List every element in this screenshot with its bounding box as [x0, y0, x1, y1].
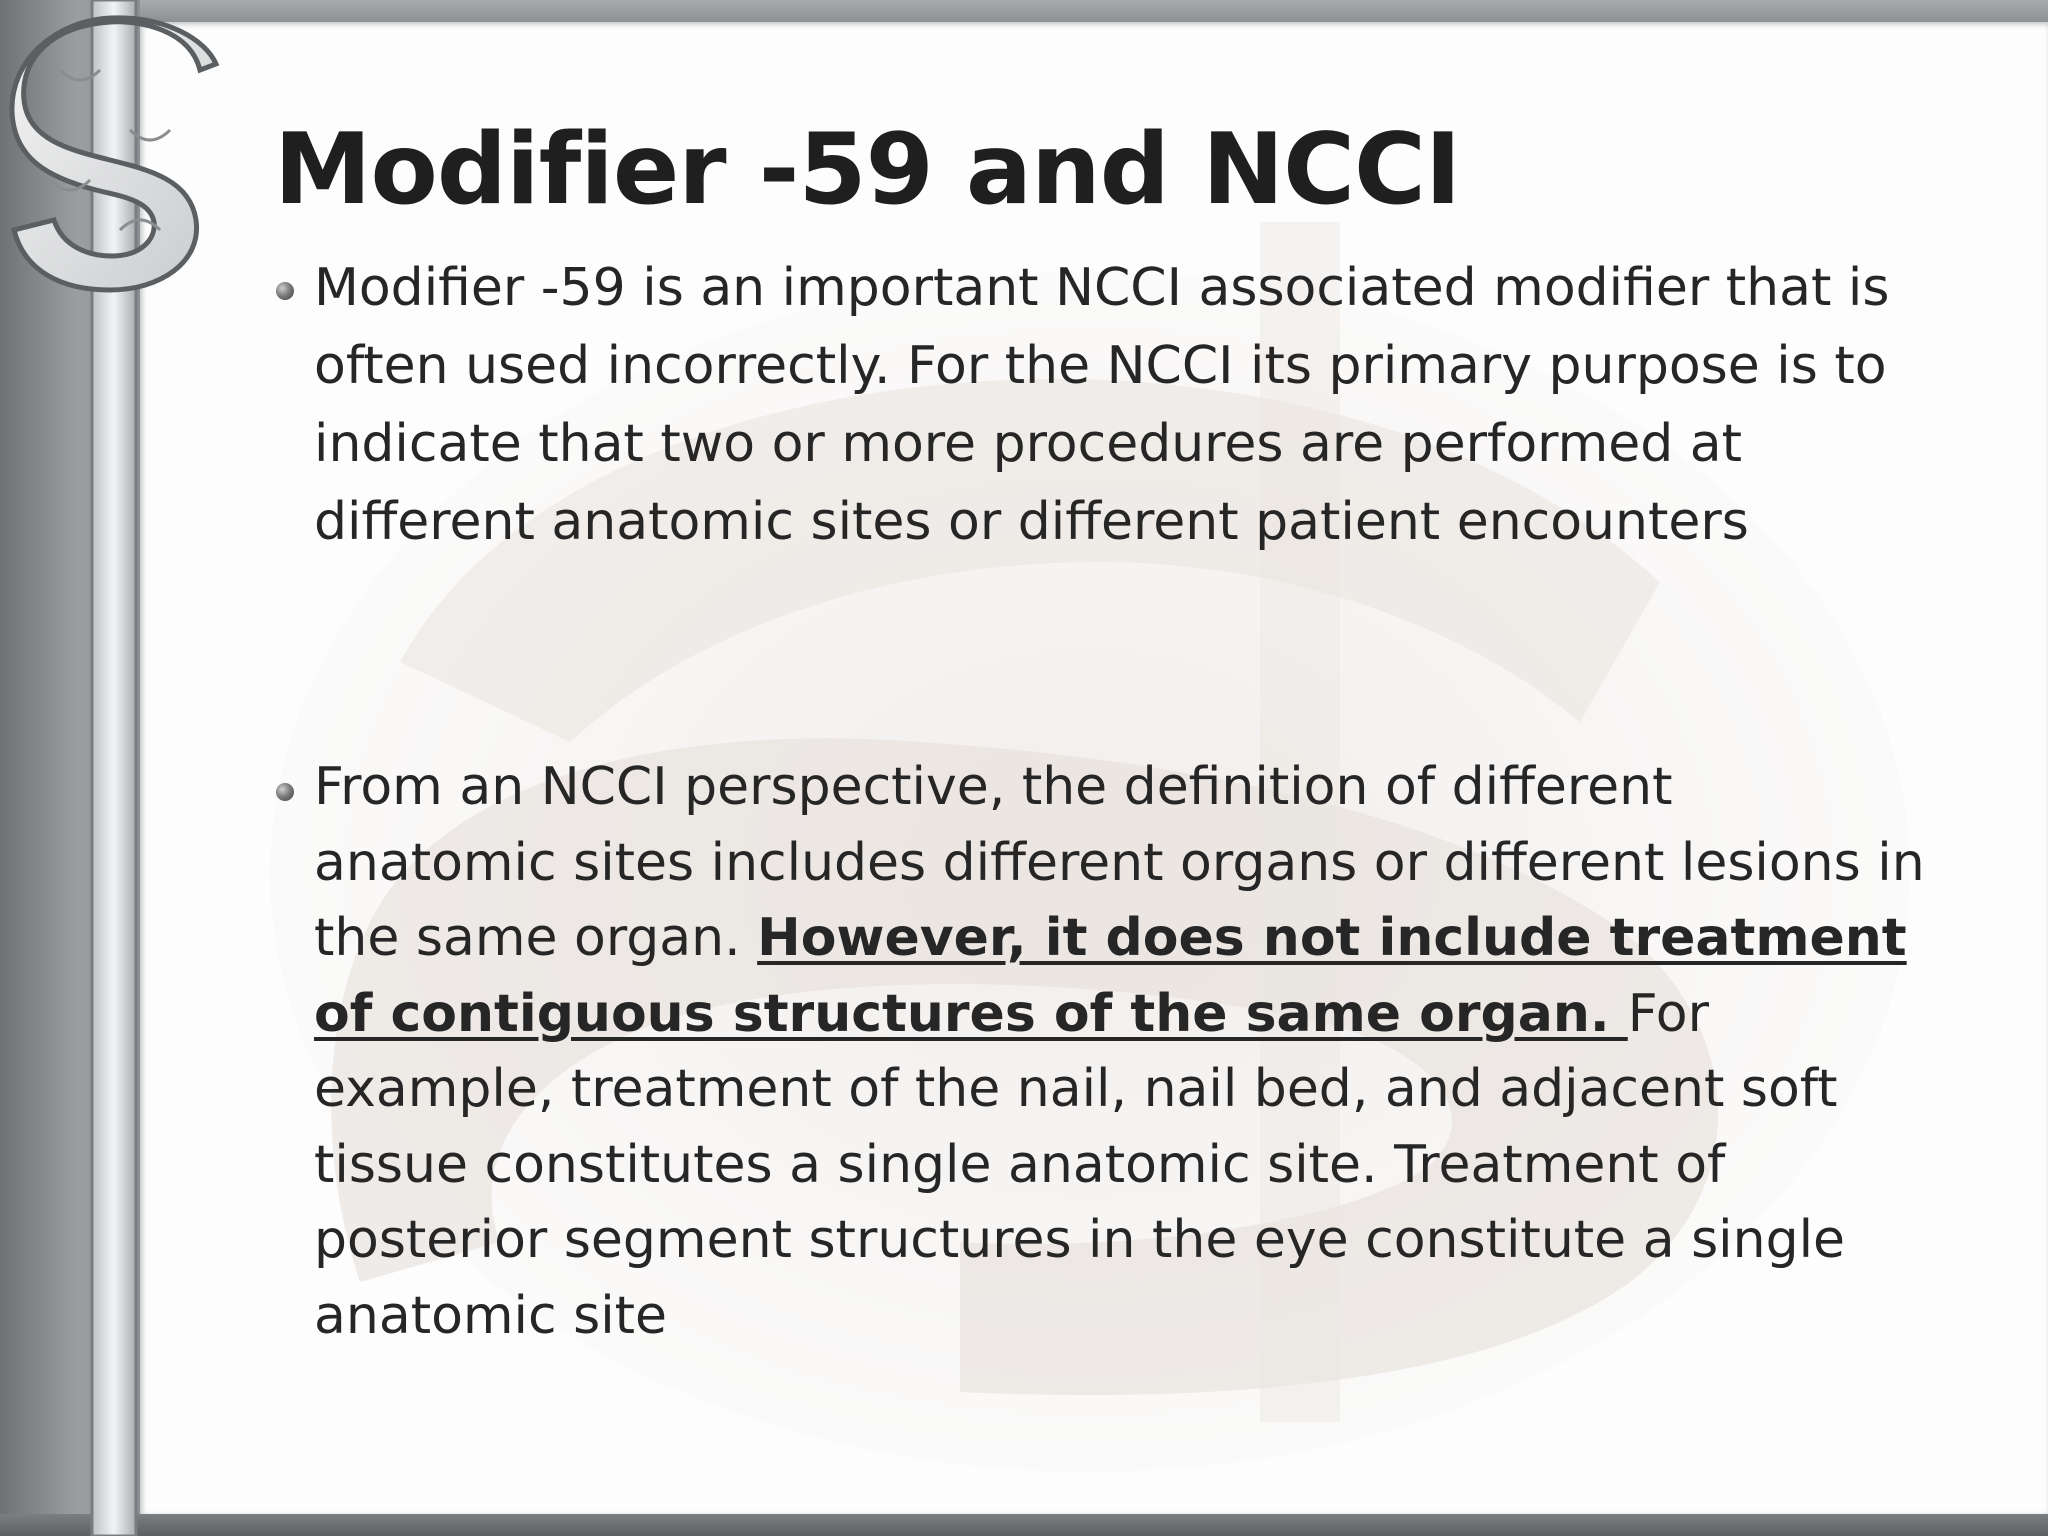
- slide-title: Modifier -59 and NCCI: [274, 113, 1461, 227]
- frame-bottom: [0, 1514, 2048, 1536]
- round-bullet-icon: [276, 783, 294, 801]
- bullet-text-before: From an NCCI perspective, the definition of different anatomic sites includes different organs or different lesions in the same organ.: [314, 757, 1925, 968]
- round-bullet-icon: [276, 282, 294, 300]
- dollar-sign-puzzle-logo: [0, 0, 230, 1536]
- bullet-text-emphasis: However, it does not include treatment of contiguous structures of the same organ.: [314, 908, 1907, 1044]
- bullet-text: Modifier -59 is an important NCCI associated modifier that is often used incorrectly. For the NCCI its primary purpose is to indicate that two or more procedures are performed at different anatomic sites or different patient encounters: [314, 258, 1890, 552]
- bullet-item-anatomic-sites: [276, 750, 1926, 1354]
- frame-top: [0, 0, 2048, 22]
- bullet-text-after: For example, treatment of the nail, nail bed, and adjacent soft tissue constitutes a single anatomic site. Treatment of posterior segment structures in the eye constitute a single anatomic site: [314, 983, 1846, 1346]
- bullet-item-modifier-59: [276, 249, 1926, 561]
